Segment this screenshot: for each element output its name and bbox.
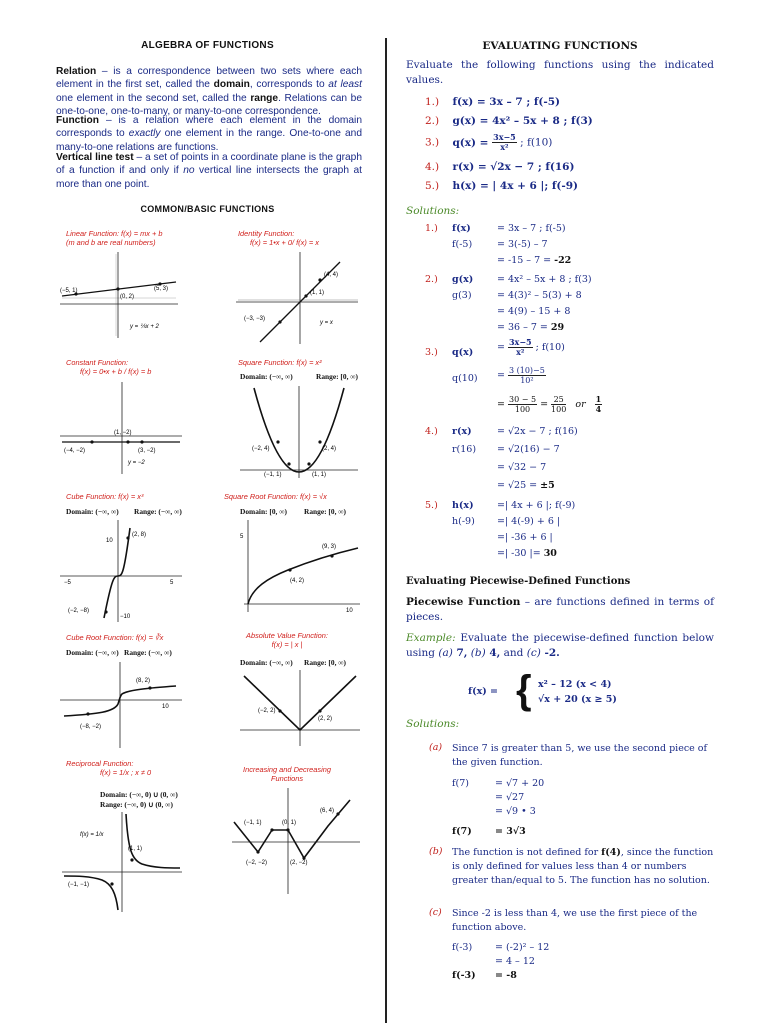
cube-point-2-label: (−2, −8) xyxy=(68,608,90,614)
cuberoot-point-2-label: (−8, −2) xyxy=(80,724,102,730)
common-functions-title: COMMON/BASIC FUNCTIONS xyxy=(140,204,275,214)
incdec-point-3 xyxy=(286,828,289,831)
absolute-graph xyxy=(238,668,362,748)
part-c-line-1b: = (-2)² – 12 xyxy=(495,942,550,953)
solution-5: 5.) h(x) =| 4x + 6 |; f(-9) h(-9) =| 4(-9) + 6 | =| -36 + 6 | =| -30 |= 30 xyxy=(425,500,576,559)
absolute-range: Range: [0, ∞) xyxy=(304,658,347,667)
incdec-point-2-label: (−1, 1) xyxy=(244,820,262,826)
absolute-point-1 xyxy=(278,709,281,712)
identity-point-3 xyxy=(278,320,281,323)
part-b-label: (b) xyxy=(429,846,443,857)
incdec-point-3-label: (0, 1) xyxy=(282,820,297,826)
absolute-point-1-label: (−2, 2) xyxy=(258,708,276,714)
cube-tick-neg5: −5 xyxy=(64,580,71,586)
cube-tick-10: 10 xyxy=(106,538,113,544)
incdec-point-1 xyxy=(336,812,339,815)
reciprocal-label: Reciprocal Function: f(x) = 1/x ; x ≠ 0 xyxy=(66,759,152,777)
part-a-text: Since 7 is greater than 5, we use the second piece of the given function. xyxy=(452,743,708,768)
cube-point-1-label: (2, 8) xyxy=(132,532,147,538)
cuberoot-domain: Domain: (−∞, ∞) xyxy=(66,648,119,657)
part-c-text: Since -2 is less than 4, we use the first piece of the function above. xyxy=(452,908,698,933)
cuberoot-label: Cube Root Function: f(x) = ∛x xyxy=(66,633,164,642)
sqrt-point-1-label: (9, 3) xyxy=(322,544,337,550)
linear-point-2 xyxy=(116,287,119,290)
part-c-result-a: f(-3) xyxy=(452,970,476,981)
piecewise-piece-2: √x + 20 (x ≥ 5) xyxy=(538,694,617,705)
constant-point-1-label: (1, −2) xyxy=(114,430,132,436)
reciprocal-point-2 xyxy=(110,882,113,885)
incdec-point-2 xyxy=(270,828,273,831)
vertical-line-test-definition: Vertical line test – a set of points in a coordinate plane is the graph of a function if and only if no vertical line intersects the graph at more than one point. xyxy=(56,152,362,190)
part-c-line-1a: f(-3) xyxy=(452,942,473,953)
reciprocal-equation: f(x) = 1/x xyxy=(80,832,104,838)
absolute-domain: Domain: (−∞, ∞) xyxy=(240,658,293,667)
square-point-3-label: (−1, 1) xyxy=(264,472,282,478)
piecewise-piece-1: x² – 12 (x < 4) xyxy=(538,679,612,690)
reciprocal-graph xyxy=(60,810,184,914)
incdec-label: Increasing and Decreasing Functions xyxy=(243,765,331,783)
linear-point-2-label: (0, 2) xyxy=(120,294,135,300)
cuberoot-point-1 xyxy=(148,686,151,689)
incdec-point-4-label: (−2, −2) xyxy=(246,860,268,866)
absolute-label: Absolute Value Function: f(x) = | x | xyxy=(246,631,328,649)
square-point-2-label: (2, 4) xyxy=(322,446,337,452)
problem-1: 1.) f(x) = 3x – 7 ; f(-5) xyxy=(425,96,561,108)
square-point-4 xyxy=(307,462,310,465)
constant-point-2-label: (−4, −2) xyxy=(64,448,86,454)
solutions-label: Solutions: xyxy=(406,205,460,217)
sqrt-graph xyxy=(238,518,362,614)
incdec-point-5-label: (2, −2) xyxy=(290,860,308,866)
cube-tick-neg10: −10 xyxy=(120,614,131,620)
cuberoot-tick-10: 10 xyxy=(162,704,169,710)
square-graph xyxy=(238,384,360,480)
linear-graph xyxy=(58,250,180,340)
square-point-3 xyxy=(287,462,290,465)
evaluate-intro: Evaluate the following functions using the indicated values. xyxy=(406,59,714,86)
cube-label: Cube Function: f(x) = x³ xyxy=(66,492,144,501)
sqrt-domain: Domain: [0, ∞) xyxy=(240,507,287,516)
problem-4: 4.) r(x) = √2x − 7 ; f(16) xyxy=(425,161,575,173)
reciprocal-point-1 xyxy=(130,858,133,861)
identity-point-1 xyxy=(318,278,321,281)
cuberoot-point-1-label: (8, 2) xyxy=(136,678,151,684)
incdec-point-1-label: (6, 4) xyxy=(320,808,335,814)
solution-3: 3.) q(x) = $\frac{3x-5}{\text{x²}}$ ; f(10) q(10) = $\frac{3 (10)-5}{\text{10²}}$ = $\frac{30 - 5}{100}$ = $\frac{25}{100}$ or $\frac{1}{4}$ xyxy=(425,337,602,414)
constant-point-1 xyxy=(126,440,129,443)
cube-range: Range: (−∞, ∞) xyxy=(134,507,182,516)
identity-point-2 xyxy=(304,294,307,297)
sqrt-label: Square Root Function: f(x) = √x xyxy=(224,492,327,501)
part-b-text: The function is not defined for f(4), since the function is only defined for values less than 4 or numbers greater than/equal to 5. The function has no solution. xyxy=(452,847,714,886)
cuberoot-point-2 xyxy=(86,712,89,715)
cube-graph xyxy=(58,518,184,624)
solution-1: 1.) f(x) = 3x – 7 ; f(-5) f(-5) = 3(-5) – 7 = -15 – 7 = -22 xyxy=(425,223,572,266)
function-definition: Function – is a relation where each element in the domain corresponds to exactly one element in the range. One-to-one and many-to-one relations are functions. xyxy=(56,115,362,153)
problem-5: 5.) h(x) = | 4x + 6 |; f(-9) xyxy=(425,180,578,192)
square-domain: Domain: (−∞, ∞) xyxy=(240,372,293,381)
sqrt-tick-5: 5 xyxy=(240,534,244,540)
constant-equation: y = −2 xyxy=(128,460,145,466)
cube-point-1 xyxy=(126,536,129,539)
cuberoot-graph xyxy=(58,660,184,750)
solution-4: 4.) r(x) = √2x − 7 ; f(16) r(16) = √2(16) − 7 = √32 − 7 = √25 = ±5 xyxy=(425,426,578,491)
constant-label: Constant Function: f(x) = 0•x + b / f(x) = b xyxy=(66,358,152,376)
incdec-point-4 xyxy=(256,850,259,853)
linear-equation: y = ⅕x + 2 xyxy=(130,324,159,330)
column-divider xyxy=(385,38,387,1023)
identity-point-2-label: (1, 1) xyxy=(310,290,325,296)
problem-2: 2.) g(x) = 4x² – 5x + 8 ; f(3) xyxy=(425,115,593,127)
identity-label: Identity Function: f(x) = 1•x + 0/ f(x) = x xyxy=(238,229,319,247)
solution-2: 2.) g(x) = 4x² – 5x + 8 ; f(3) g(3) = 4(3)² – 5(3) + 8 = 4(9) – 15 + 8 = 36 – 7 = 29 xyxy=(425,274,592,333)
square-point-1-label: (−2, 4) xyxy=(252,446,270,452)
cube-tick-5: 5 xyxy=(170,580,174,586)
part-a-result-b: = 3√3 xyxy=(495,826,526,837)
sqrt-range: Range: [0, ∞) xyxy=(304,507,347,516)
identity-equation: y = x xyxy=(320,320,333,326)
reciprocal-curve-right xyxy=(126,814,180,868)
reciprocal-range: Range: (−∞, 0) ∪ (0, ∞) xyxy=(100,800,173,809)
problem-3: 3.) q(x) = $\frac{3x-5}{\text{x²}}$ ; f(10) xyxy=(425,132,553,152)
linear-point-1-label: (−5, 1) xyxy=(60,288,78,294)
cube-point-2 xyxy=(104,610,107,613)
part-a-label: (a) xyxy=(429,742,443,753)
piecewise-title: Evaluating Piecewise-Defined Functions xyxy=(406,576,631,587)
square-label: Square Function: f(x) = x² xyxy=(238,358,322,367)
left-title: ALGEBRA OF FUNCTIONS xyxy=(141,40,274,51)
sqrt-point-2-label: (4, 2) xyxy=(290,578,305,584)
sqrt-tick-10: 10 xyxy=(346,608,353,614)
sqrt-curve xyxy=(248,548,358,604)
piecewise-definition: Piecewise Function – are functions defined in terms of pieces. xyxy=(406,596,714,623)
constant-point-3 xyxy=(140,440,143,443)
right-title: EVALUATING FUNCTIONS xyxy=(482,40,638,52)
reciprocal-point-1-label: (1, 1) xyxy=(128,846,143,852)
part-c-result-b: = -8 xyxy=(495,970,517,981)
identity-point-3-label: (−3, −3) xyxy=(244,316,266,322)
square-range: Range: [0, ∞) xyxy=(316,372,359,381)
part-c-label: (c) xyxy=(429,907,442,918)
constant-point-3-label: (3, −2) xyxy=(138,448,156,454)
solutions-2-label: Solutions: xyxy=(406,718,460,730)
absolute-point-2-label: (2, 2) xyxy=(318,716,333,722)
incdec-graph xyxy=(230,786,362,896)
identity-point-1-label: (4, 4) xyxy=(324,272,339,278)
part-a-result-a: f(7) xyxy=(452,826,472,837)
piecewise-brace: { xyxy=(516,668,532,712)
absolute-point-2 xyxy=(318,709,321,712)
sqrt-point-1 xyxy=(330,554,333,557)
cube-domain: Domain: (−∞, ∞) xyxy=(66,507,119,516)
reciprocal-point-2-label: (−1, −1) xyxy=(68,882,90,888)
part-a-line-1b: = √7 + 20 xyxy=(495,778,545,789)
part-a-line-3: = √9 • 3 xyxy=(495,806,536,817)
part-c-line-2: = 4 – 12 xyxy=(495,956,535,967)
piecewise-example: Example: Evaluate the piecewise-defined function below using (a) 7, (b) 4, and (c) -2. xyxy=(406,632,714,659)
relation-definition: Relation – is a correspondence between two sets where each element in the first set, called the domain, corresponds to at least one element in the second set, called the range. Relations can be one-to-one, one-to-many, or many-to-one correspondence. xyxy=(56,66,362,118)
piecewise-fx: f(x) = xyxy=(468,686,499,697)
square-point-4-label: (1, 1) xyxy=(312,472,327,478)
cuberoot-range: Range: (−∞, ∞) xyxy=(124,648,172,657)
reciprocal-domain: Domain: (−∞, 0) ∪ (0, ∞) xyxy=(100,790,178,799)
linear-point-3-label: (5, 3) xyxy=(154,286,169,292)
linear-label: Linear Function: f(x) = mx + b (m and b are real numbers) xyxy=(66,229,163,247)
square-point-2 xyxy=(318,440,321,443)
square-point-1 xyxy=(276,440,279,443)
sqrt-point-2 xyxy=(288,568,291,571)
part-a-line-2: = √27 xyxy=(495,792,525,803)
constant-point-2 xyxy=(90,440,93,443)
identity-graph xyxy=(234,250,360,346)
constant-graph xyxy=(58,380,184,476)
part-a-line-1a: f(7) xyxy=(452,778,469,789)
